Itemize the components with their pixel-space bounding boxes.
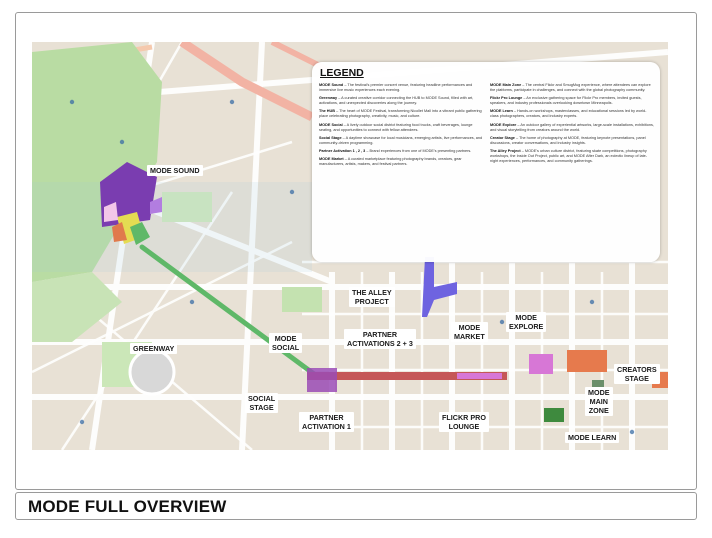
legend-panel [312, 62, 660, 262]
label-mode-main-zone: MODE MAIN ZONE [585, 387, 613, 416]
legend-column-left [319, 83, 484, 171]
festival-map [32, 42, 668, 450]
label-creators-stage: CREATORS STAGE [614, 364, 660, 384]
legend-entry: Creator Stage – The home of photography at MODE, featuring keynote presentations, panel discussions, creator conversations, and industry insights. [490, 135, 646, 145]
legend-title: LEGEND [320, 67, 364, 79]
legend-entry: Flickr Pro Lounge – An exclusive gathering space for Flickr Pro members, invited guests, speakers, and industry professionals overlooking downtown Minneapolis. [490, 96, 642, 106]
legend-entry: Partner Activation 1 , 2 , 3 – Brand experiences from one of MODE's presenting partners. [319, 149, 472, 154]
legend-entry: The Alley Project – MODE's urban culture district, featuring skate competitions, photography workshops, the Inside Out Project, public art, and MODE After Dark, an eclectic lineup of late-night experiences, performances, and community gatherings. [490, 149, 648, 163]
legend-entry: MODE Social – A lively outdoor social district featuring food trucks, craft beverages, lounge seating, and opportunities to connect with fellow attendees. [319, 122, 473, 132]
legend-entry: MODE Sound – The festival's premier concert venue, featuring headline performances and immersive live music experiences each evening. [319, 83, 473, 92]
label-mode-learn: MODE LEARN [565, 432, 619, 443]
legend-entry: MODE Main Zone – The central Flickr and SmugMug experience, where attendees can explore the platforms, participate in challenges, and connect with the global photography community. [490, 83, 651, 92]
label-flickr-pro-lounge: FLICKR PRO LOUNGE [439, 412, 489, 432]
legend-entry: Social Stage – A daytime showcase for local musicians, emerging artists, live performances, and community-driven programming. [319, 135, 483, 145]
legend-entry: The HUB – The heart of MODE Festival, transforming Nicollet Mall into a vibrant public gathering place celebrating photography, creativity, music, and culture. [319, 109, 482, 119]
label-mode-market: MODE MARKET [451, 322, 488, 342]
label-social-stage: SOCIAL STAGE [245, 393, 278, 413]
legend-entry: MODE Market – A curated marketplace featuring photography brands, creators, gear manufacturers, artists, makers, and festival partners. [319, 157, 462, 167]
label-partner-activation-1: PARTNER ACTIVATION 1 [299, 412, 354, 432]
legend-entry: MODE Learn – Hands-on workshops, masterclasses, and educational sessions led by world-class photographers, creators, and industry experts. [490, 109, 647, 119]
label-partner-activations: PARTNER ACTIVATIONS 2 + 3 [344, 329, 416, 349]
label-alley-project: THE ALLEY PROJECT [349, 287, 395, 307]
legend-entry: Greenway – A curated creative corridor connecting the HUB to MODE Sound, filled with art, activations, and unexpected discoveries along the journey. [319, 96, 474, 106]
footer-bar [15, 492, 697, 520]
legend-entry: MODE Explore – An outdoor gallery of experiential artworks, large-scale installations, exhibitions, and visual storytelling from creators around the world. [490, 122, 654, 132]
page-title: MODE FULL OVERVIEW [28, 497, 227, 516]
label-mode-sound: MODE SOUND [147, 165, 203, 176]
label-mode-social: MODE SOCIAL [269, 333, 302, 353]
label-mode-explore: MODE EXPLORE [506, 312, 546, 332]
label-greenway: GREENWAY [130, 343, 177, 354]
legend-column-right [490, 83, 655, 167]
